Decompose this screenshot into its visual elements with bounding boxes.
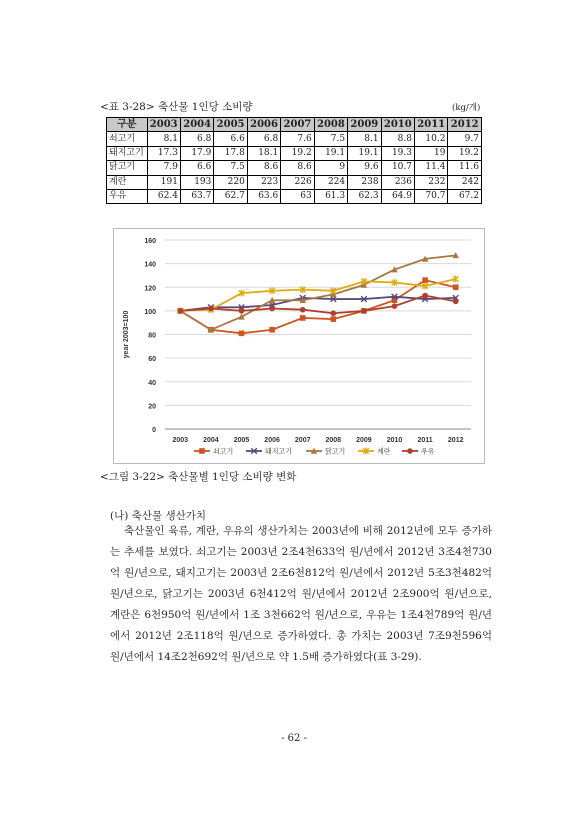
y-tick-label: 0	[152, 427, 156, 434]
data-point	[453, 299, 459, 305]
table-row	[107, 175, 482, 189]
data-point	[269, 327, 275, 333]
y-tick-label: 100	[144, 308, 156, 316]
x-tick-label: 2005	[233, 437, 250, 444]
table-cell: 9	[314, 161, 347, 175]
table-cell: 236	[381, 175, 414, 189]
table-cell: 6.6	[214, 132, 247, 146]
row-label: 쇠고기	[107, 132, 148, 146]
table-cell: 63	[281, 189, 314, 203]
x-tick-label: 2012	[447, 437, 464, 444]
table-caption: <표 3-28> 축산물 1인당 소비량	[100, 101, 253, 113]
y-tick-label: 80	[148, 332, 156, 340]
data-point	[208, 306, 214, 312]
table-cell: 19.1	[314, 146, 347, 160]
y-tick-label: 160	[144, 238, 156, 245]
table-header-year: 2010	[381, 118, 414, 132]
table-header-year: 2009	[348, 118, 381, 132]
table-header-year: 2008	[314, 118, 347, 132]
table-cell: 64.9	[381, 189, 414, 203]
table-cell: 7.5	[214, 161, 247, 175]
data-point	[331, 316, 337, 322]
legend-item	[246, 447, 292, 456]
legend-item	[358, 447, 391, 456]
page-number: - 62 -	[281, 733, 307, 744]
table-row	[107, 189, 482, 203]
table-cell: 8.6	[281, 161, 314, 175]
table-cell: 19.1	[348, 146, 381, 160]
data-point	[361, 308, 367, 314]
data-point	[199, 448, 205, 454]
table-row	[107, 146, 482, 160]
legend-label: 돼지고기	[265, 448, 293, 456]
x-tick-label: 2003	[172, 437, 189, 444]
data-point	[239, 308, 245, 314]
table-cell: 10.7	[381, 161, 414, 175]
data-point	[269, 306, 275, 312]
data-point	[331, 310, 337, 316]
table-cell: 6.6	[180, 161, 213, 175]
table-cell: 7.9	[147, 161, 180, 175]
x-tick-label: 2011	[417, 437, 433, 444]
legend-item	[402, 448, 435, 456]
table-row	[107, 132, 482, 146]
table-header-year: 2006	[247, 118, 280, 132]
table-cell: 223	[247, 175, 280, 189]
table-header-year: 2005	[214, 118, 247, 132]
x-tick-label: 2008	[325, 437, 342, 444]
row-label: 계란	[107, 175, 148, 189]
table-cell: 9.6	[348, 161, 381, 175]
table-row	[107, 161, 482, 175]
table-header-year: 2012	[448, 118, 482, 132]
data-point	[453, 284, 459, 290]
table-cell: 17.8	[214, 146, 247, 160]
series-닭고기	[177, 252, 459, 333]
table-header-year: 2007	[281, 118, 314, 132]
table-cell: 8.1	[348, 132, 381, 146]
table-cell: 70.7	[415, 189, 448, 203]
table-cell: 10.2	[415, 132, 448, 146]
table-cell: 226	[281, 175, 314, 189]
data-point	[422, 293, 428, 299]
table-header-year: 2011	[415, 118, 448, 132]
x-tick-label: 2004	[203, 437, 219, 444]
data-point	[239, 331, 245, 337]
table-cell: 191	[147, 175, 180, 189]
data-point	[407, 448, 413, 454]
table-cell: 62.7	[214, 189, 247, 203]
table-cell: 19.2	[448, 146, 482, 160]
x-tick-label: 2006	[264, 437, 280, 444]
figure-caption: <그림 3-22> 축산물별 1인당 소비량 변화	[100, 471, 297, 483]
section-heading: (나) 축산물 생산가치	[110, 510, 207, 522]
table-cell: 220	[214, 175, 247, 189]
table-cell: 19.3	[381, 146, 414, 160]
table-cell: 8.6	[247, 161, 280, 175]
data-point	[392, 303, 398, 309]
table-cell: 6.8	[247, 132, 280, 146]
row-label: 우유	[107, 189, 148, 203]
data-point	[178, 308, 184, 314]
table-cell: 63.7	[180, 189, 213, 203]
table-cell: 17.3	[147, 146, 180, 160]
table-cell: 242	[448, 175, 482, 189]
row-label: 돼지고기	[107, 146, 148, 160]
x-tick-label: 2007	[294, 437, 311, 444]
y-tick-label: 20	[148, 403, 156, 411]
table-cell: 62.3	[348, 189, 381, 203]
y-axis-label: year 2003=100	[123, 310, 130, 359]
table-body	[107, 132, 482, 204]
legend-label: 계란	[377, 448, 391, 456]
body-paragraph: 축산물인 육류, 계란, 우유의 생산가치는 2003년에 비해 2012년에 모두 증가하는 추세를 보였다. 쇠고기는 2003년 2조4천633억 원/년에서 2012년 3조4천730억 원/년으로, 돼지고기는 2003년 2조6천812억 원/년에서 2012년 5조3천482억 원/년으로, 닭고기는 2003년 6천412억 원/년에서 2012년 2조900억 원/년으로, 계란은 6천950억 원/년에서 1조 3천662억 원/년으로, 우유는 1조4천789억 원/년에서 2012년 2조118억 원/년으로 증가하였다. 총 가치는 2003년 7조9천596억 원/년에서 14조2천692억 원/년으로 약 1.5배 증가하였다(표 3-29).	[110, 525, 492, 663]
data-point	[422, 277, 428, 283]
legend-label: 닭고기	[325, 448, 346, 456]
x-tick-label: 2010	[386, 437, 403, 444]
table-cell: 11.6	[448, 161, 482, 175]
table-cell: 11.4	[415, 161, 448, 175]
table-cell: 8.1	[147, 132, 180, 146]
table-cell: 62.4	[147, 189, 180, 203]
table-cell: 19	[415, 146, 448, 160]
table-cell: 238	[348, 175, 381, 189]
table-header-row	[107, 118, 482, 132]
table-cell: 8.8	[381, 132, 414, 146]
row-label: 닭고기	[107, 161, 148, 175]
legend-label: 쇠고기	[213, 448, 234, 456]
table-cell: 9.7	[448, 132, 482, 146]
series-line	[180, 279, 455, 311]
table-cell: 18.1	[247, 146, 280, 160]
table-cell: 7.6	[281, 132, 314, 146]
y-tick-label: 60	[148, 356, 156, 364]
table-cell: 67.2	[448, 189, 482, 203]
y-tick-label: 120	[144, 285, 156, 293]
data-point	[300, 315, 306, 321]
table-cell: 61.3	[314, 189, 347, 203]
table-header-year: 2004	[180, 118, 213, 132]
data-point	[300, 307, 306, 313]
chart-container	[113, 228, 485, 464]
line-chart	[114, 229, 484, 463]
table-header-year: 2003	[147, 118, 180, 132]
table-cell: 6.8	[180, 132, 213, 146]
table-cell: 193	[180, 175, 213, 189]
x-tick-label: 2009	[356, 437, 372, 444]
legend-label: 우유	[421, 448, 435, 456]
table-cell: 224	[314, 175, 347, 189]
legend-item	[306, 447, 345, 456]
table-header-label: 구분	[107, 118, 148, 132]
consumption-table	[106, 117, 482, 204]
table-cell: 17.9	[180, 146, 213, 160]
y-tick-label: 40	[148, 379, 156, 387]
table-cell: 7.5	[314, 132, 347, 146]
y-tick-label: 140	[144, 261, 156, 269]
legend-item	[194, 447, 233, 456]
table-cell: 63.6	[247, 189, 280, 203]
table-cell: 19.2	[281, 146, 314, 160]
table-unit: (kg/개)	[452, 103, 481, 113]
table-cell: 232	[415, 175, 448, 189]
